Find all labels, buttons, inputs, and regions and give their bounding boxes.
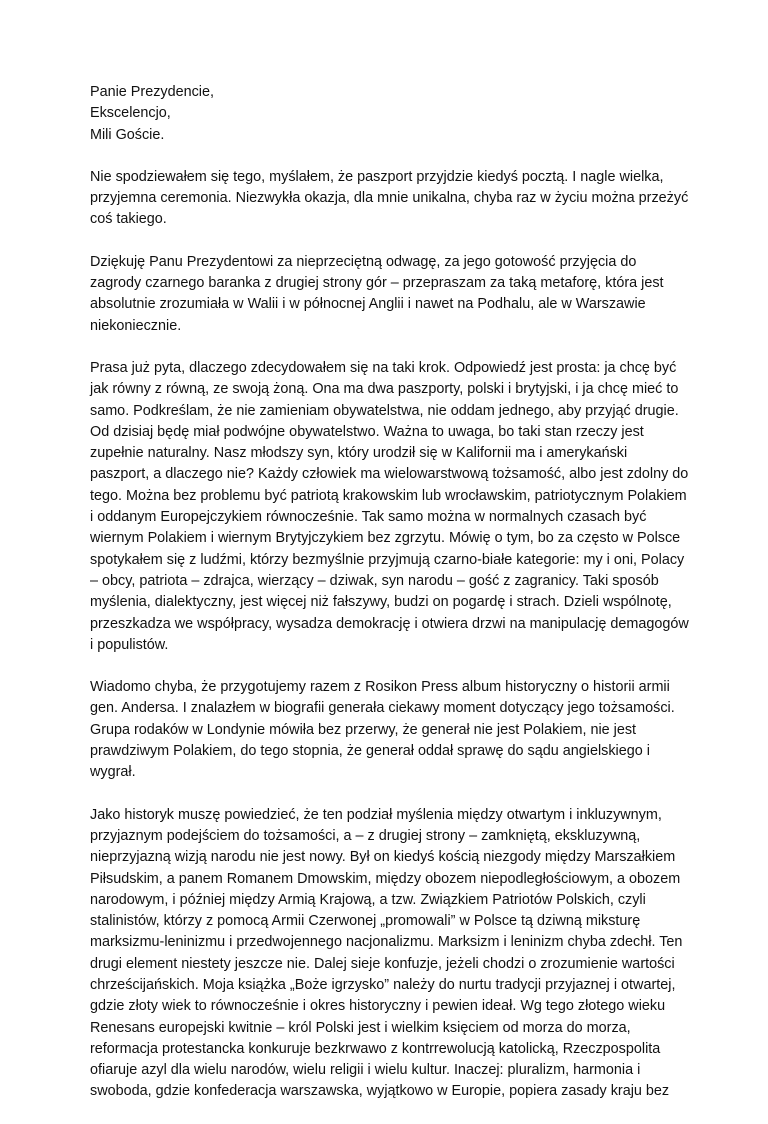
salutation-line: Mili Goście.	[90, 126, 165, 143]
document-page	[90, 82, 690, 1124]
paragraph: Nie spodziewałem się tego, myślałem, że paszport przyjdzie kiedyś pocztą. I nagle wielka, przyjemna ceremonia. Niezwykła okazja, dla mnie unikalna, chyba raz w życiu można przeżyć coś takiego.	[90, 168, 689, 228]
paragraph: Dziękuję Panu Prezydentowi za nieprzeciętną odwagę, za jego gotowość przyjęcia do zagrody czarnego baranka z drugiej strony gór – przepraszam za taką metaforę, która jest absolutnie zrozumiała w Walii i w północnej Anglii i nawet na Podhalu, ale w Warszawie niekoniecznie.	[90, 253, 664, 334]
salutation-line: Panie Prezydencie,	[90, 84, 214, 100]
salutation-block	[90, 82, 690, 146]
paragraph: Prasa już pyta, dlaczego zdecydowałem się na taki krok. Odpowiedź jest prosta: ja chcę być jak równy z równą, ze swoją żoną. Ona ma dwa paszporty, polski i brytyjski, i ja chcę mieć to samo. Podkreślam, że nie zamieniam obywatelstwa, nie oddam jednego, aby przyjąć drugie. Od dzisiaj będę miał podwójne obywatelstwo. Ważna to uwaga, bo taki stan rzeczy jest zupełnie naturalny. Nasz młodszy syn, który urodził się w Kalifornii ma i amerykański paszport, a dlaczego nie? Każdy człowiek ma wielowarstwową tożsamość, albo jest zdolny do tego. Można bez problemu być patriotą krakowskim lub wrocławskim, patriotycznym Polakiem i oddanym Europejczykiem równocześnie. Tak samo można w normalnych czasach być wiernym Polakiem i wiernym Brytyjczykiem bez zgrzytu. Mówię o tym, bo za często w Polsce spotykałem się z ludźmi, którzy bezmyślnie przyjmują czarno-białe kategorie: my i oni, Polacy – obcy, patriota – zdrajca, wierzący – dziwak, syn narodu – gość z zagranicy. Taki sposób myślenia, dialektyczny, jest więcej niż fałszywy, budzi on pogardę i strach. Dzieli wspólnotę, przeszkadza we współpracy, wysadza demokrację i otwiera drzwi na manipulację demagogów i populistów.	[90, 359, 689, 653]
salutation-line: Ekscelencjo,	[90, 105, 171, 122]
paragraph: Wiadomo chyba, że przygotujemy razem z Rosikon Press album historyczny o historii armii gen. Andersa. I znalazłem w biografii generała ciekawy moment dotyczący jego tożsamości. Grupa rodaków w Londynie mówiła bez przerwy, że generał nie jest Polakiem, nie jest prawdziwym Polakiem, do tego stopnia, że generał oddał sprawę do sądu angielskiego i wygrał.	[90, 679, 675, 781]
paragraph: Jako historyk muszę powiedzieć, że ten podział myślenia między otwartym i inkluzywnym, przyjaznym podejściem do tożsamości, a – z drugiej strony – zamkniętą, ekskluzywną, nieprzyjazną wizją narodu nie jest nowy. Był on kiedyś kością niezgody między Marszałkiem Piłsudskim, a panem Romanem Dmowskim, między obozem niepodległościowym, a obozem narodowym, i później między Armią Krajową, a tzw. Związkiem Patriotów Polskich, czyli stalinistów, którzy z pomocą Armii Czerwonej „promowali” w Polsce tą dziwną miksturę marksizmu-leninizmu i przedwojennego nacjonalizmu. Marksizm i leninizm chyba zdechł. Ten drugi element niestety jeszcze nie. Dalej sieje konfuzje, jeżeli chodzi o zrozumienie wartości chrześcijańskich. Moja książka „Boże igrzysko” należy do nurtu tradycji przyjaznej i otwartej, gdzie złoty wiek to równocześnie i okres historyczny i pewien ideał. Wg tego złotego wieku Renesans europejski kwitnie – król Polski jest i wielkim księciem od morza do morza, reformacja protestancka konkuruje bezkrwawo z kontrrewolucją katolicką, Rzeczpospolita ofiaruje azyl dla wielu narodów, wielu religii i wielu kultur. Inaczej: pluralizm, harmonia i swoboda, gdzie konfederacja warszawska, wyjątkowo w Europie, popiera zasady kraju bez	[90, 806, 683, 1100]
